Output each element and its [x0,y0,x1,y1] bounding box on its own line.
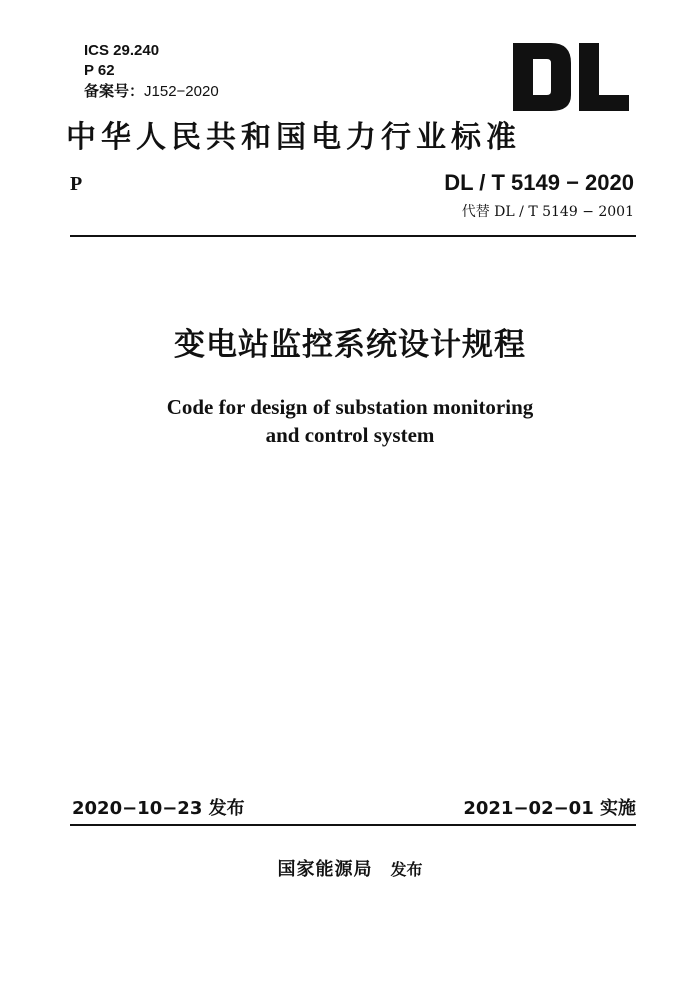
filing-label: 备案号： [84,83,145,100]
document-title-english-line1: Code for design of substation monitoring [166,395,534,419]
logo-letter-d [513,43,571,111]
publisher-action: 发布 [390,860,423,879]
standard-number: DL / T 5149 − 2020 [444,170,634,195]
filing-number [84,83,219,101]
document-title-chinese: 变电站监控系统设计规程 [174,327,526,363]
ics-code: ICS 29.240 [84,42,160,59]
category-code: P 62 [84,62,115,79]
implementation-date: 2021−02−01 实施 [463,798,636,819]
dl-logo [511,35,631,115]
bottom-divider [70,824,636,826]
logo-letter-l [579,43,629,111]
organization-title: 中华人民共和国电力行业标准 [66,120,521,155]
publisher-name: 国家能源局 [277,859,373,880]
publisher [0,857,700,883]
issue-date: 2020−10−23 发布 [72,798,245,819]
document-title-english-line2: and control system [265,423,435,447]
filing-value: J152−2020 [144,83,219,100]
replaces-standard: 代替 DL / T 5149 − 2001 [461,204,634,220]
top-divider [70,235,636,237]
classification-letter: P [70,173,83,195]
